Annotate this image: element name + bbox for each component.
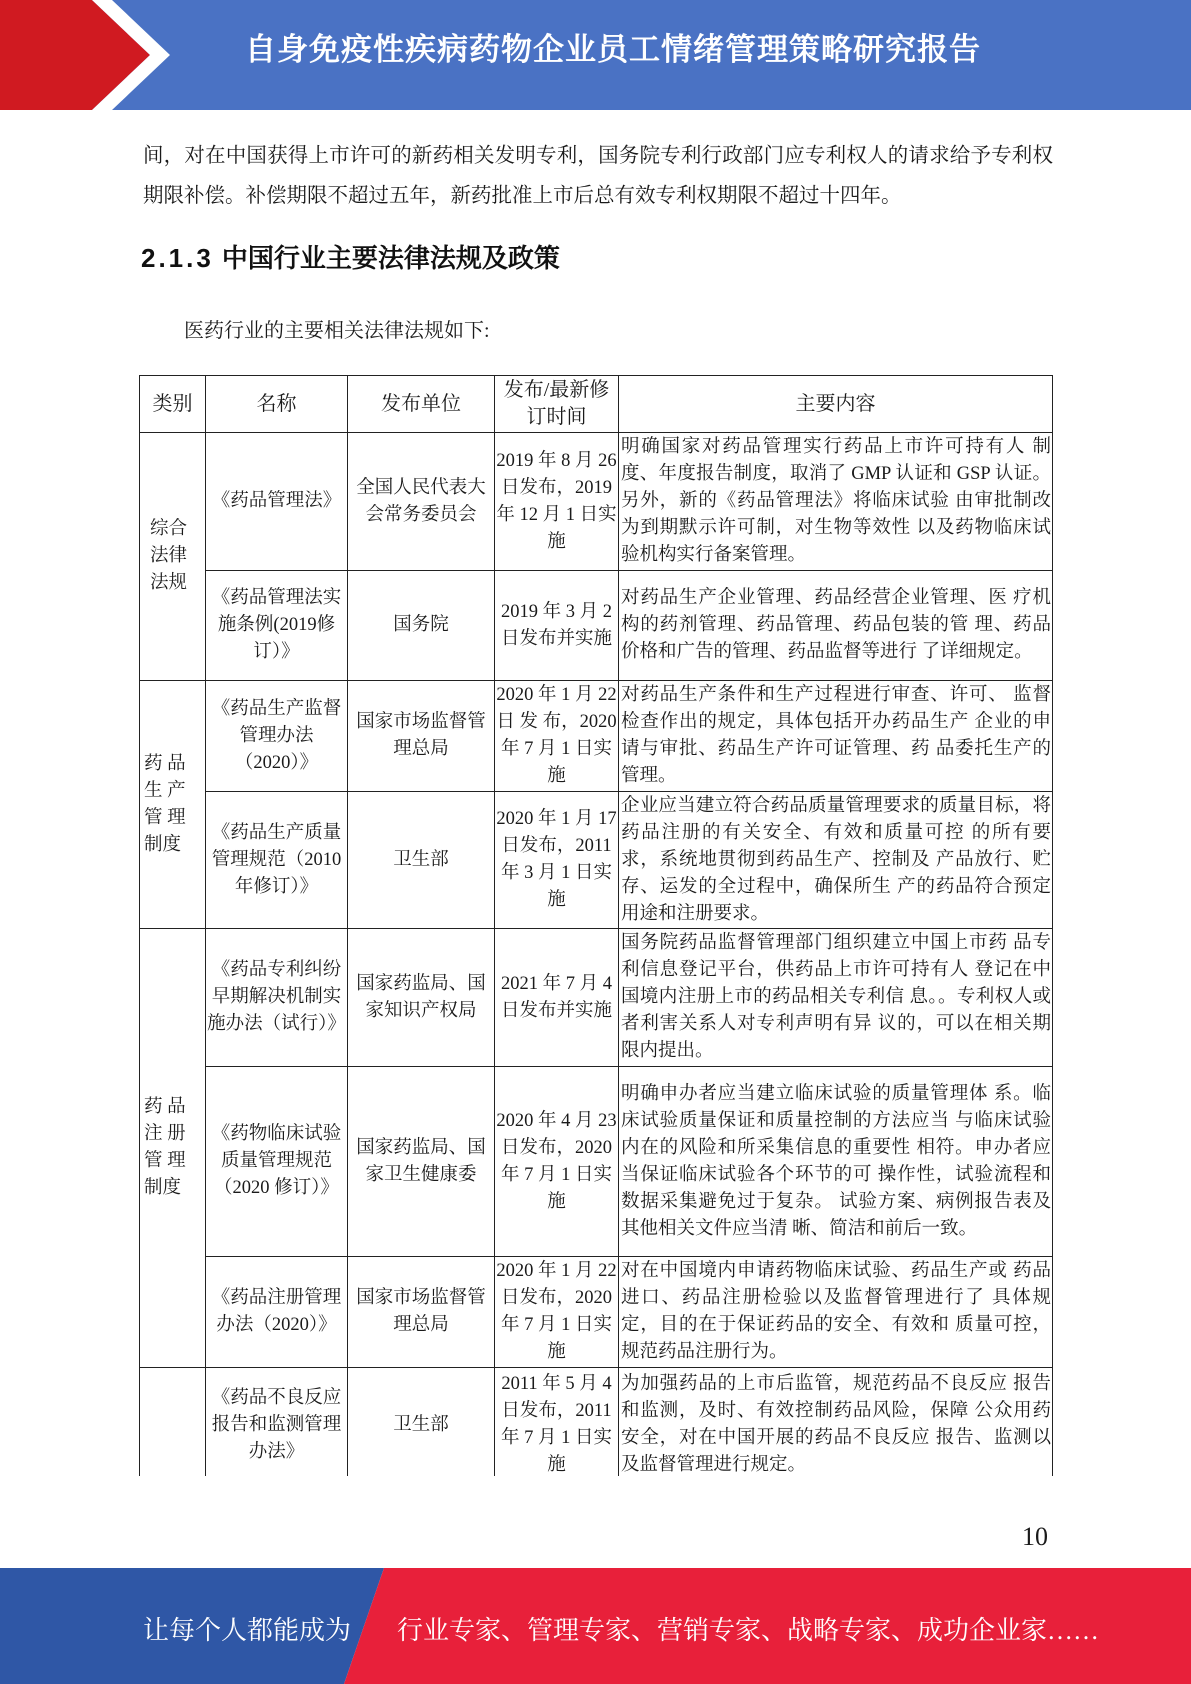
- law-date: 2020 年 1 月 22 日发布，2020 年 7 月 1 日实施: [495, 1257, 619, 1368]
- law-name: 《药品管理法》: [206, 433, 348, 571]
- category-cell: [140, 1368, 206, 1483]
- law-date: 2011 年 5 月 4 日发布，2011 年 7 月 1 日实施: [495, 1368, 619, 1483]
- body-paragraph: 间，对在中国获得上市许可的新药相关发明专利，国务院专利行政部门应专利权人的请求给予专利权期限补偿。补偿期限不超过五年，新药批准上市后总有效专利权期限不超过十四年。: [143, 145, 1053, 207]
- law-content: 明确国家对药品管理实行药品上市许可持有人 制度、年度报告制度，取消了 GMP 认证和 GSP 认证。另外，新的《药品管理法》将临床试验 由审批制改为到期默示许可制，对生物等效性 以及药物临床试验机构实行备案管理。: [619, 433, 1053, 571]
- footer-slogan-left: 让每个人都能成为: [143, 1616, 352, 1645]
- law-date: 2020 年 1 月 17 日发布，2011 年 3 月 1 日实施: [495, 792, 619, 929]
- table-lead-text: 医药行业的主要相关法律法规如下:: [184, 320, 490, 342]
- law-content: 对药品生产企业管理、药品经营企业管理、医 疗机构的药剂管理、药品管理、药品包装的管 理、药品价格和广告的管理、药品监督等进行 了详细规定。: [619, 571, 1053, 681]
- law-name: 《药品管理法实施条例(2019修订）》: [206, 571, 348, 681]
- table-row: [140, 1368, 1053, 1483]
- footer-slogan-right: 行业专家、管理专家、营销专家、战略专家、成功企业家……: [397, 1616, 1100, 1645]
- header-issuer: 发布单位: [348, 376, 495, 433]
- law-content: 为加强药品的上市后监管，规范药品不良反应 报告和监测，及时、有效控制药品风险，保障 公众用药安全，对在中国开展的药品不良反应 报告、监测以及监督管理进行规定。: [619, 1368, 1053, 1483]
- law-date: 2021 年 7 月 4 日发布并实施: [495, 929, 619, 1067]
- law-issuer: 国家药监局、国家知识产权局: [348, 929, 495, 1067]
- law-name: 《药品注册管理办法（2020）》: [206, 1257, 348, 1368]
- table-row: [140, 1067, 1053, 1257]
- table-header-row: [140, 376, 1053, 433]
- page-header: [0, 0, 1191, 110]
- table-row: [140, 929, 1053, 1067]
- law-issuer: 国家药监局、国家卫生健康委: [348, 1067, 495, 1257]
- law-issuer: 卫生部: [348, 1368, 495, 1483]
- table-row: [140, 681, 1053, 792]
- page-number: 10: [1022, 1522, 1048, 1551]
- law-content: 明确申办者应当建立临床试验的质量管理体 系。临床试验质量保证和质量控制的方法应当 与临床试验内在的风险和所采集信息的重要性 相符。申办者应当保证临床试验各个环节的可 操作性，试验流程和数据采集避免过于复杂。 试验方案、病例报告表及其他相关文件应当清 晰、简洁和前后一致。: [619, 1067, 1053, 1257]
- law-name: 《药品不良反应报告和监测管理办法》: [206, 1368, 348, 1483]
- table-row: [140, 433, 1053, 571]
- table-bottom-cutoff: [130, 1476, 1060, 1484]
- table-row: [140, 1257, 1053, 1368]
- law-content: 对在中国境内申请药物临床试验、药品生产或 药品进口、药品注册检验以及监督管理进行了 具体规定，目的在于保证药品的安全、有效和 质量可控，规范药品注册行为。: [619, 1257, 1053, 1368]
- law-date: 2019 年 3 月 2 日发布并实施: [495, 571, 619, 681]
- law-issuer: 国家市场监督管理总局: [348, 1257, 495, 1368]
- header-date: 发布/最新修订时间: [495, 376, 619, 433]
- law-content: 对药品生产条件和生产过程进行审查、许可、 监督检查作出的规定，具体包括开办药品生产 企业的申请与审批、药品生产许可证管理、药 品委托生产的管理。: [619, 681, 1053, 792]
- page-footer: [0, 1568, 1191, 1684]
- header-category: 类别: [140, 376, 206, 433]
- section-title: 中国行业主要法律法规及政策: [221, 243, 560, 273]
- law-name: 《药品专利纠纷早期解决机制实施办法（试行）》: [206, 929, 348, 1067]
- law-issuer: 全国人民代表大会常务委员会: [348, 433, 495, 571]
- header-content: 主要内容: [619, 376, 1053, 433]
- law-content: 国务院药品监督管理部门组织建立中国上市药 品专利信息登记平台，供药品上市许可持有人 登记在中国境内注册上市的药品相关专利信 息。。专利权人或者利害关系人对专利声明有异 议的，可以在相关期限内提出。: [619, 929, 1053, 1067]
- law-issuer: 卫生部: [348, 792, 495, 929]
- regulations-table: [139, 375, 1053, 1483]
- law-name: 《药品生产质量管理规范（2010 年修订）》: [206, 792, 348, 929]
- category-cell: 药 品 注 册 管 理 制度: [140, 929, 206, 1368]
- law-date: 2020 年 4 月 23 日发布，2020 年 7 月 1 日实施: [495, 1067, 619, 1257]
- law-content: 企业应当建立符合药品质量管理要求的质量目标，将药品注册的有关安全、有效和质量可控 的所有要求，系统地贯彻到药品生产、控制及 产品放行、贮存、运发的全过程中，确保所生 产的药品符合预定用途和注册要求。: [619, 792, 1053, 929]
- category-cell: 综合法律法规: [140, 433, 206, 681]
- law-date: 2020 年 1 月 22 日 发 布，2020 年 7 月 1 日实施: [495, 681, 619, 792]
- table-row: [140, 571, 1053, 681]
- table-row: [140, 792, 1053, 929]
- category-cell: 药 品 生 产 管 理 制度: [140, 681, 206, 929]
- law-name: 《药物临床试验质量管理规范（2020 修订）》: [206, 1067, 348, 1257]
- law-date: 2019 年 8 月 26 日发布，2019 年 12 月 1 日实施: [495, 433, 619, 571]
- section-number: 2.1.3: [141, 243, 214, 273]
- law-name: 《药品生产监督管理办法（2020）》: [206, 681, 348, 792]
- section-heading: [141, 238, 560, 275]
- header-name: 名称: [206, 376, 348, 433]
- law-issuer: 国务院: [348, 571, 495, 681]
- report-title: 自身免疫性疾病药物企业员工情绪管理策略研究报告: [245, 32, 981, 67]
- law-issuer: 国家市场监督管理总局: [348, 681, 495, 792]
